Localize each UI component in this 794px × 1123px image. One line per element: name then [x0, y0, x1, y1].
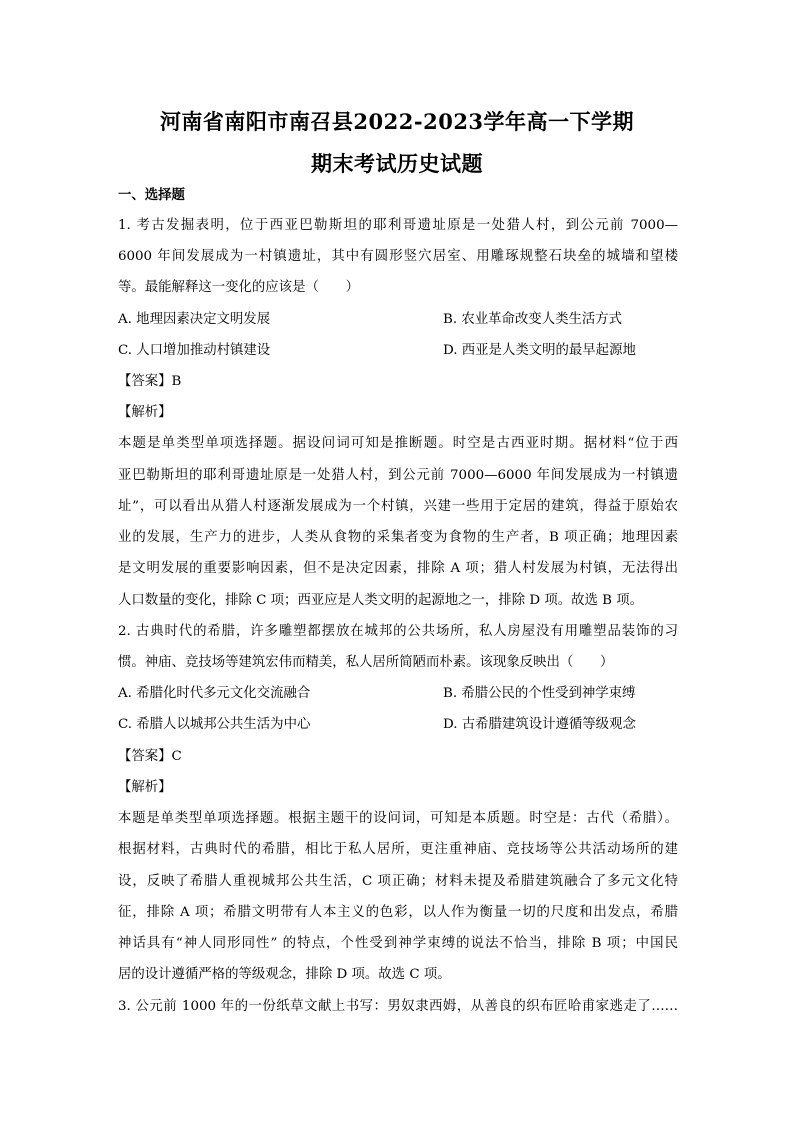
document-title-line1: 河南省南阳市南召县2022-2023学年高一下学期 [159, 109, 635, 134]
q1-option-c: C. 人口增加推动村镇建设 [118, 343, 271, 358]
q2-option-d: D. 古希腊建筑设计遵循等级观念 [443, 717, 636, 732]
q2-option-c: C. 希腊人以城邦公共生活为中心 [118, 717, 311, 732]
q2-analysis-line: 征，排除 A 项；希腊文明带有人本主义的色彩，以人作为衡量一切的尺度和出发点，希腊 [118, 905, 678, 920]
q2-analysis-line: 居的设计遵循严格的等级观念，排除 D 项。故选 C 项。 [118, 967, 451, 982]
section-heading: 一、选择题 [118, 187, 185, 203]
q2-answer: 【答案】C [118, 749, 182, 764]
q1-stem-line: 1. 考古发掘表明，位于西亚巴勒斯坦的耶利哥遗址原是一处猎人村，到公元前 7000— [118, 218, 678, 233]
q1-analysis-line: 亚巴勒斯坦的耶利哥遗址原是一处猎人村，到公元前 7000—6000 年间发展成为一村镇遗 [118, 468, 678, 483]
q1-analysis-line: 是文明发展的重要影响因素，但不是决定因素，排除 A 项；猎人村发展为村镇，无法得出 [118, 561, 678, 576]
q1-analysis-label: 【解析】 [118, 405, 172, 420]
q1-option-a: A. 地理因素决定文明发展 [118, 312, 271, 327]
q2-analysis-line: 神话具有“神人同形同性” 的特点，个性受到神学束缚的说法不恰当，排除 B 项；中国民 [118, 936, 678, 951]
q1-option-b: B. 农业革命改变人类生活方式 [443, 312, 623, 327]
q1-analysis-line: 本题是单类型单项选择题。据设问词可知是推断题。时空是古西亚时期。据材料“位于西 [118, 436, 678, 451]
q2-analysis-line: 本题是单类型单项选择题。根据主题干的设问词，可知是本质题。时空是：古代（希腊）。 [118, 811, 678, 826]
document-title-line2: 期末考试历史试题 [311, 151, 483, 176]
q1-analysis-line: 址”，可以看出从猎人村逐渐发展成为一个村镇，兴建一些用于定居的建筑，得益于原始农 [118, 499, 678, 514]
q1-stem-line: 等。最能解释这一变化的应该是（ ） [118, 280, 360, 295]
q1-analysis-line: 人口数量的变化，排除 C 项；西亚应是人类文明的起源地之一，排除 D 项。故选 B 项。 [118, 593, 644, 608]
q1-answer: 【答案】B [118, 374, 182, 389]
q2-stem-line: 2. 古典时代的希腊，许多雕塑都摆放在城邦的公共场所，私人房屋没有用雕塑品装饰的习 [118, 624, 678, 639]
q3-stem-line: 3. 公元前 1000 年的一份纸草文献上书写：男奴隶西姆，从善良的织布匠哈甫家逃走了…… [118, 999, 678, 1014]
q1-stem-line: 6000 年间发展成为一村镇遗址，其中有圆形竖穴居室、用雕琢规整石块垒的城墙和望楼 [118, 249, 678, 264]
q2-option-b: B. 希腊公民的个性受到神学束缚 [443, 686, 636, 701]
q1-option-d: D. 西亚是人类文明的最早起源地 [443, 343, 636, 358]
q2-analysis-line: 根据材料，古典时代的希腊，相比于私人居所，更注重神庙、竞技场等公共活动场所的建 [118, 842, 678, 857]
q2-option-a: A. 希腊化时代多元文化交流融合 [118, 686, 311, 701]
q1-analysis-line: 业的发展，生产力的进步，人类从食物的采集者变为食物的生产者，B 项正确；地理因素 [118, 530, 678, 545]
q2-analysis-label: 【解析】 [118, 780, 172, 795]
q2-analysis-line: 设，反映了希腊人重视城邦公共生活，C 项正确；材料未提及希腊建筑融合了多元文化特 [118, 874, 678, 889]
q2-stem-line: 惯。神庙、竞技场等建筑宏伟而精美，私人居所简陋而朴素。该现象反映出（ ） [118, 655, 614, 670]
